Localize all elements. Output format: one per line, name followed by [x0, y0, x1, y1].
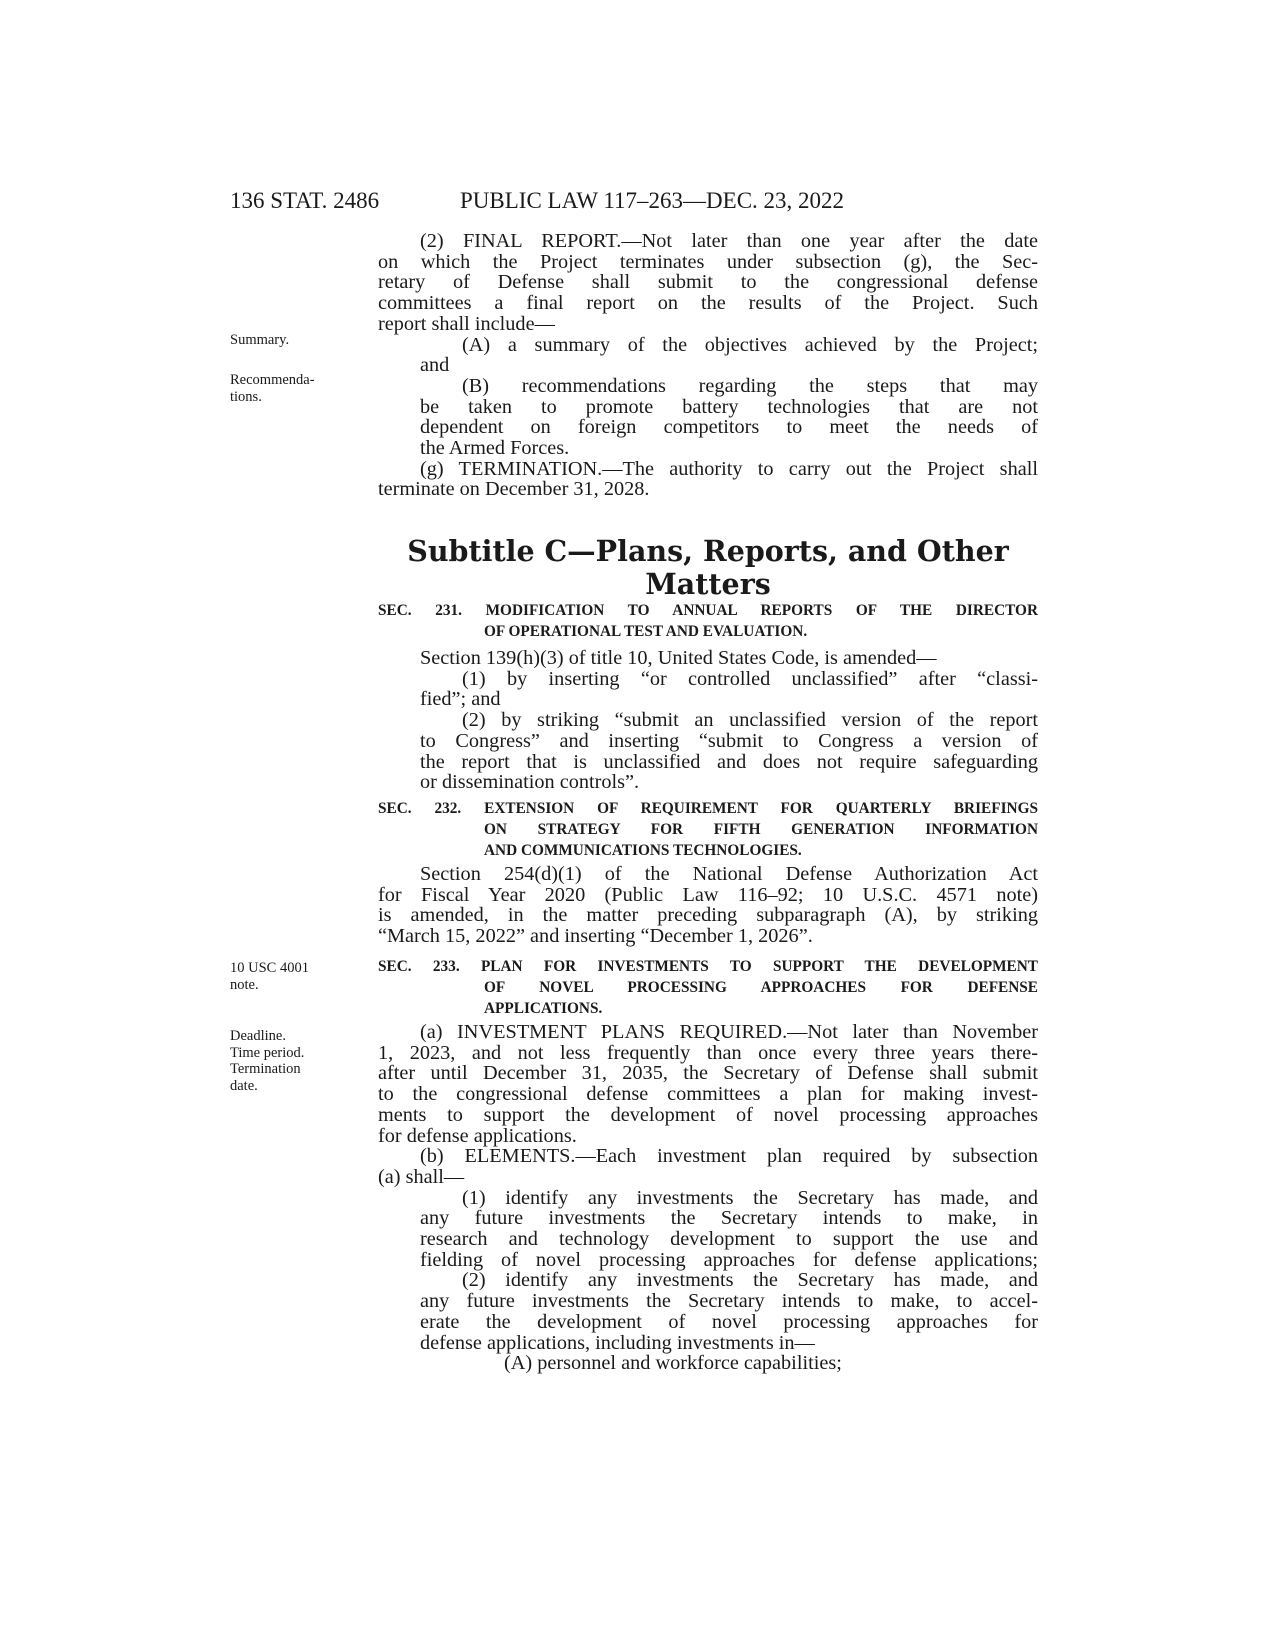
text-line: research and technology development to support the use and	[420, 1228, 1038, 1251]
text-line: (2) identify any investments the Secretary has made, and	[462, 1269, 1038, 1292]
text-line: the Armed Forces.	[420, 437, 570, 460]
text-line: (A) a summary of the objectives achieved by the Project;	[462, 333, 1038, 356]
paragraph-233-b2	[378, 1270, 1038, 1353]
paragraph-termination	[378, 459, 1038, 500]
section-233-heading	[378, 956, 1038, 1019]
text-line: (b) ELEMENTS.—Each investment plan required by subsection	[420, 1145, 1038, 1168]
section-233-body	[378, 1022, 1038, 1374]
text-line: and	[420, 354, 450, 377]
text-line: erate the development of novel processing approaches for	[420, 1310, 1038, 1333]
section-231-heading	[378, 600, 1038, 642]
text-line: (a) shall—	[378, 1165, 465, 1188]
text-line: Section 139(h)(3) of title 10, United States Code, is amended—	[420, 647, 937, 669]
paragraph-233-b	[378, 1146, 1038, 1187]
margin-note-line: Recommenda-	[230, 372, 315, 388]
text-line: be taken to promote battery technologies that are not	[420, 395, 1038, 418]
final-report-block	[378, 231, 1038, 500]
heading-line: SEC. 232. EXTENSION OF REQUIREMENT FOR QUARTERLY BRIEFINGS	[378, 800, 1038, 817]
text-line: (A) personnel and workforce capabilities;	[504, 1352, 842, 1375]
text-line: on which the Project terminates under subsection (g), the Sec-	[378, 250, 1038, 273]
heading-line: OF OPERATIONAL TEST AND EVALUATION.	[484, 623, 808, 640]
text-line: after until December 31, 2035, the Secretary of Defense shall submit	[378, 1062, 1038, 1085]
paragraph-232	[378, 864, 1038, 947]
paragraph-231-intro	[378, 648, 1038, 669]
heading-line: ON STRATEGY FOR FIFTH GENERATION INFORMATION	[484, 821, 1038, 838]
text-line: (a) INVESTMENT PLANS REQUIRED.—Not later than November	[420, 1021, 1038, 1043]
margin-note-line: Summary.	[230, 332, 290, 348]
text-line: to Congress” and inserting “submit to Congress a version of	[420, 729, 1038, 752]
running-header-law: PUBLIC LAW 117–263—DEC. 23, 2022	[460, 188, 845, 213]
text-line: (g) TERMINATION.—The authority to carry out the Project shall	[420, 457, 1038, 480]
text-line: to the congressional defense committees a plan for making invest-	[378, 1083, 1038, 1106]
heading-line: SEC. 233. PLAN FOR INVESTMENTS TO SUPPORT THE DEVELOPMENT	[378, 958, 1038, 975]
margin-note-usc	[230, 960, 350, 993]
text-line: (1) identify any investments the Secretary has made, and	[462, 1186, 1038, 1209]
margin-note-line: 10 USC 4001	[230, 960, 309, 976]
margin-note-recommendations	[230, 372, 350, 405]
text-line: any future investments the Secretary intends to make, to accel-	[420, 1290, 1038, 1313]
margin-note-line: tions.	[230, 388, 262, 405]
heading-line: APPLICATIONS.	[484, 1000, 603, 1017]
text-line: fied”; and	[420, 688, 501, 711]
subtitle-line: Matters	[645, 567, 771, 601]
heading-line: SEC. 231. MODIFICATION TO ANNUAL REPORTS OF THE DIRECTOR	[378, 602, 1038, 619]
text-line: Section 254(d)(1) of the National Defense Authorization Act	[420, 863, 1038, 885]
paragraph-summary-item	[378, 335, 1038, 376]
text-line: (1) by inserting “or controlled unclassified” after “classi-	[462, 667, 1038, 690]
margin-note-line: note.	[230, 976, 259, 993]
margin-note-line: Time period.	[230, 1044, 305, 1061]
margin-note-line: Termination	[230, 1061, 301, 1077]
stat-page-number: 136 STAT. 2486	[230, 188, 380, 213]
margin-note-line: date.	[230, 1077, 258, 1094]
text-line: “March 15, 2022” and inserting “December 1, 2026”.	[378, 925, 813, 948]
section-232-heading	[378, 798, 1038, 861]
text-line: dependent on foreign competitors to meet the needs of	[420, 416, 1038, 439]
paragraph-231-2	[378, 710, 1038, 793]
text-line: retary of Defense shall submit to the congressional defense	[378, 271, 1038, 294]
text-line: (B) recommendations regarding the steps that may	[462, 374, 1038, 397]
margin-note-deadline	[230, 1028, 350, 1094]
paragraph-recommendations-item	[378, 376, 1038, 459]
text-line: committees a final report on the results of the Project. Such	[378, 292, 1038, 315]
text-line: 1, 2023, and not less frequently than once every three years there-	[378, 1041, 1038, 1064]
paragraph-233-a	[378, 1022, 1038, 1146]
text-line: for Fiscal Year 2020 (Public Law 116–92; 10 U.S.C. 4571 note)	[378, 883, 1038, 906]
text-line: defense applications, including investments in—	[420, 1331, 815, 1354]
heading-line: OF NOVEL PROCESSING APPROACHES FOR DEFENSE	[484, 979, 1038, 996]
text-line: for defense applications.	[378, 1124, 577, 1147]
text-line: is amended, in the matter preceding subparagraph (A), by striking	[378, 904, 1038, 927]
text-line: or dissemination controls”.	[420, 771, 640, 794]
section-231-body	[378, 648, 1038, 793]
margin-note-line: Deadline.	[230, 1028, 286, 1044]
text-line: ments to support the development of novel processing approaches	[378, 1103, 1038, 1126]
text-line: report shall include—	[378, 312, 555, 335]
paragraph-233-b1	[378, 1188, 1038, 1271]
text-line: terminate on December 31, 2028.	[378, 478, 650, 501]
text-line: (2) by striking “submit an unclassified version of the report	[462, 709, 1038, 732]
subtitle-line: Subtitle C—Plans, Reports, and Other	[407, 534, 1009, 568]
paragraph-final-report	[378, 231, 1038, 335]
subtitle-heading	[378, 535, 1038, 601]
paragraph-233-b2A	[378, 1353, 1038, 1374]
paragraph-231-1	[378, 669, 1038, 710]
text-line: the report that is unclassified and does not require safeguarding	[420, 750, 1038, 773]
text-line: (2) FINAL REPORT.—Not later than one year after the date	[420, 230, 1038, 252]
text-line: any future investments the Secretary intends to make, in	[420, 1207, 1038, 1230]
section-232-body	[378, 864, 1038, 947]
text-line: fielding of novel processing approaches for defense applications;	[420, 1248, 1038, 1271]
heading-line: AND COMMUNICATIONS TECHNOLOGIES.	[484, 842, 802, 859]
margin-note-summary	[230, 332, 350, 349]
